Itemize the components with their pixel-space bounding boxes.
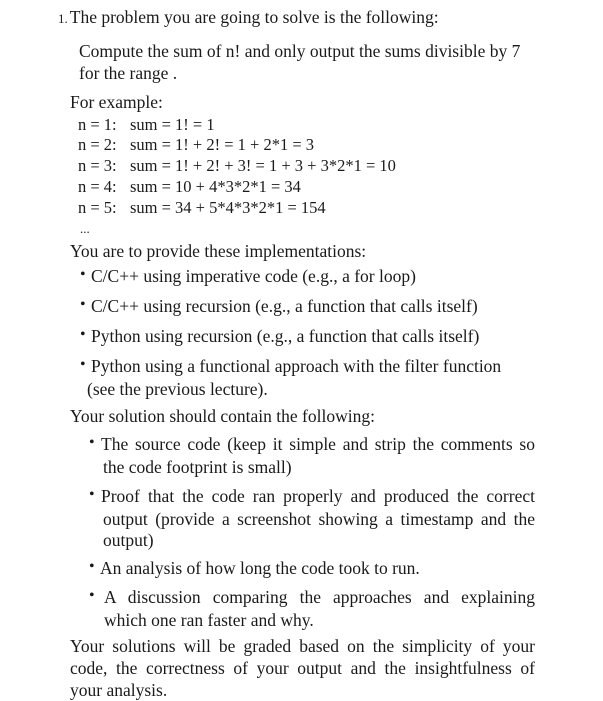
example-ellipsis: ... (80, 221, 90, 236)
bullet-icon: • (89, 558, 95, 575)
example-row: n = 4: sum = 10 + 4*3*2*1 = 34 (78, 177, 301, 196)
implementation-item: Python using a functional approach with the filter function (91, 356, 502, 376)
bullet-icon: • (89, 486, 95, 503)
bullet-icon: • (89, 434, 95, 451)
example-row: n = 3: sum = 1! + 2! + 3! = 1 + 3 + 3*2*1 = 10 (78, 156, 396, 175)
example-row: n = 5: sum = 34 + 5*4*3*2*1 = 154 (78, 198, 326, 217)
example-row: n = 2: sum = 1! + 2! = 1 + 2*1 = 3 (78, 135, 315, 154)
problem-statement-line2: for the range . (79, 63, 178, 83)
solution-item: The source code (keep it simple and strip the comments so (101, 434, 535, 454)
solution-item-cont: output) (103, 530, 154, 550)
implementation-item: C/C++ using recursion (e.g., a function that calls itself) (91, 296, 478, 316)
solution-intro: Your solution should contain the following: (70, 406, 375, 426)
problem-heading: 1. The problem you are going to solve is the following: (58, 7, 439, 27)
problem-statement-line1: Compute the sum of n! and only output the sums divisible by 7 (79, 41, 521, 61)
solution-item-cont: which one ran faster and why. (104, 610, 314, 630)
list-number: 1. (58, 11, 68, 26)
implementations-intro: You are to provide these implementations: (70, 241, 367, 261)
implementation-item: C/C++ using imperative code (e.g., a for loop) (91, 266, 416, 286)
solution-item: A discussion comparing the approaches and explaining (104, 587, 535, 607)
implementation-item-cont: (see the previous lecture). (87, 379, 268, 399)
solution-item: An analysis of how long the code took to run. (100, 558, 420, 578)
bullet-icon: • (80, 296, 86, 313)
grading-line1: Your solutions will be graded based on the simplicity of your (70, 636, 535, 656)
bullet-icon: • (89, 587, 95, 604)
implementation-item: Python using recursion (e.g., a function that calls itself) (91, 326, 480, 346)
example-label: For example: (70, 92, 163, 112)
grading-line2: code, the correctness of your output and the insightfulness of (70, 658, 535, 678)
bullet-icon: • (80, 356, 86, 373)
solution-item-cont: output (provide a screenshot showing a timestamp and the (103, 509, 535, 529)
solution-item: Proof that the code ran properly and produced the correct (101, 486, 535, 506)
bullet-icon: • (80, 266, 86, 283)
example-row: n = 1: sum = 1! = 1 (78, 115, 215, 134)
grading-line3: your analysis. (70, 680, 168, 700)
bullet-icon: • (80, 326, 86, 343)
solution-item-cont: the code footprint is small) (103, 457, 292, 477)
